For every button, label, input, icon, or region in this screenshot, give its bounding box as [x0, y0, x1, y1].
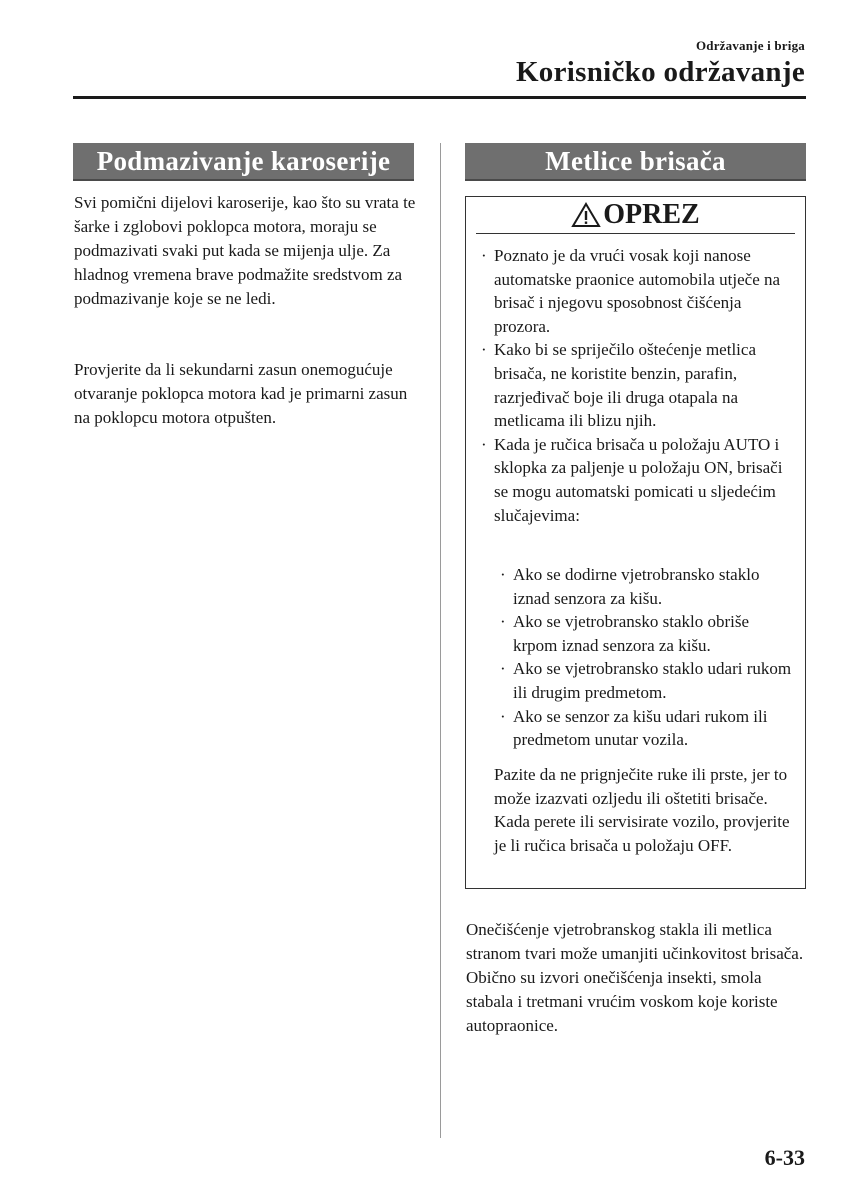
list-item: · Ako se vjetrobransko staklo udari rukom ili drugim predmetom.	[500, 659, 792, 702]
caution-list	[478, 244, 798, 527]
paragraph-contamination: Onečišćenje vjetrobranskog stakla ili metlica stranom tvari može umanjiti učinkovitost brisača. Obično su izvori onečišćenja insekti, smola stabala i tretmani vrućim voskom koje koriste autopraonice.	[466, 920, 804, 1035]
list-item: · Kada je ručica brisača u položaju AUTO i sklopka za paljenje u položaju ON, brisači se mogu automatski pomicati u sljedećim slučajevima:	[481, 434, 783, 525]
column-divider	[440, 143, 441, 1138]
list-item: · Ako se vjetrobransko staklo obriše krpom iznad senzora za kišu.	[500, 612, 750, 655]
caution-title	[466, 197, 805, 233]
list-item: · Ako se senzor za kišu udari rukom ili predmetom unutar vozila.	[500, 706, 768, 750]
caution-sub-list	[497, 563, 797, 752]
paragraph-secondary-latch: Provjerite da li sekundarni zasun onemogućuje otvaranje poklopca motora kad je primarni zasun na poklopcu motora otpušten.	[74, 360, 408, 427]
caution-note: Pazite da ne prignječite ruke ili prste, jer to može izazvati ozljedu ili oštetiti brisače. Kada perete ili servisirate vozilo, provjerite je li ručica brisača u položaju OFF.	[494, 765, 790, 855]
caution-title-rule	[476, 233, 795, 234]
paragraph-lubrication: Svi pomični dijelovi karoserije, kao što su vrata te šarke i zglobovi poklopca motora, moraju se podmazivati svaki put kada se mijenja ulje. Za hladnog vremena brave podmažite sredstvom za podmazivanje koje se ne ledi.	[74, 193, 416, 308]
list-item: · Poznato je da vrući vosak koji nanose automatske praonice automobila utječe na brisač i njegovu sposobnost čišćenja prozora.	[481, 246, 781, 336]
list-item: · Kako bi se spriječilo oštećenje metlica brisača, ne koristite benzin, parafin, razrjeđivač boje ili druga otapala na metlicama ili blizu njih.	[481, 340, 756, 431]
section-title: Korisničko održavanje	[515, 56, 805, 88]
caution-label: OPREZ	[603, 199, 700, 230]
chapter-title: Održavanje i briga	[695, 38, 805, 53]
heading-wiper-blades: Metlice brisača	[465, 143, 806, 181]
heading-body-lubrication: Podmazivanje karoserije	[73, 143, 414, 181]
page-number: 6-33	[764, 1145, 805, 1170]
header-rule	[73, 96, 806, 99]
warning-triangle-icon	[571, 202, 601, 228]
list-item: · Ako se dodirne vjetrobransko staklo iznad senzora za kišu.	[500, 565, 760, 608]
